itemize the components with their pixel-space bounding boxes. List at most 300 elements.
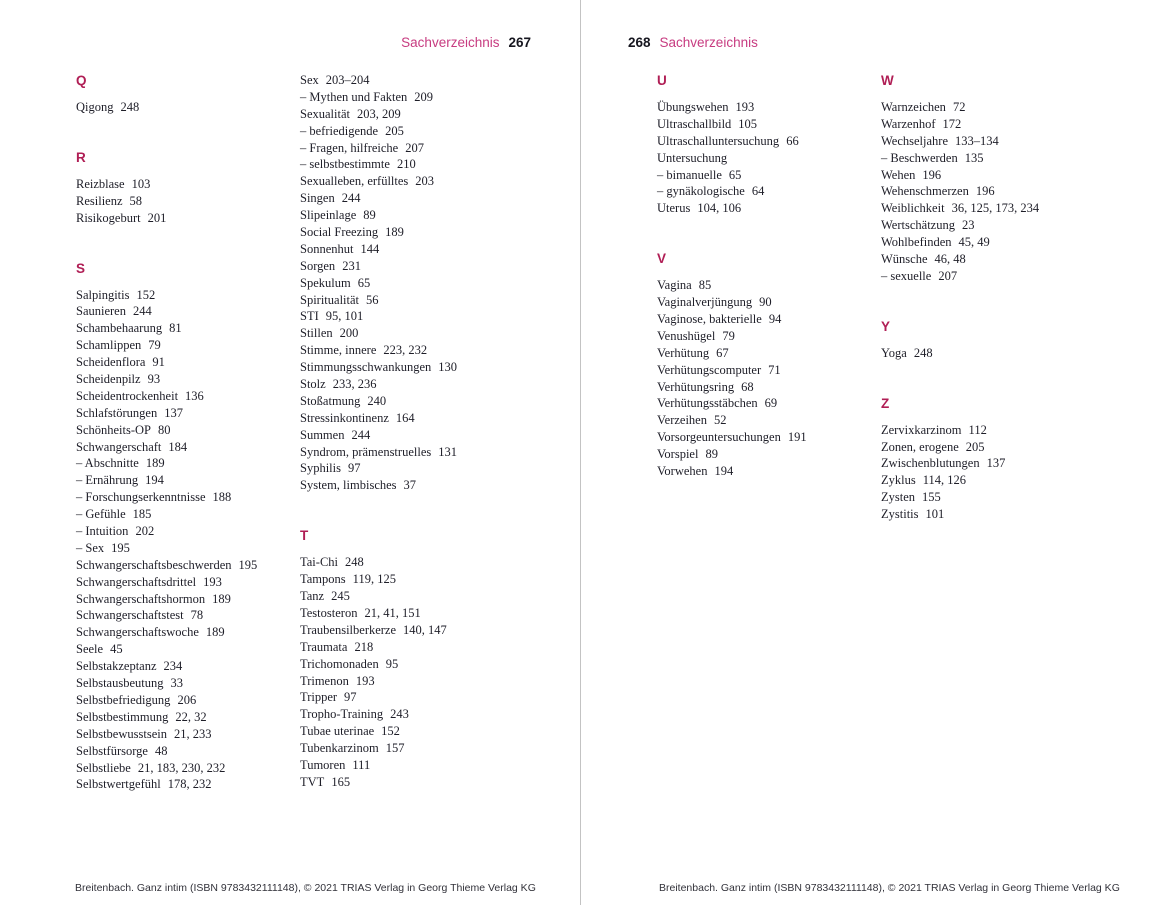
entry-page-numbers: 104, 106	[697, 201, 742, 216]
entry-page-numbers: 233, 236	[332, 377, 377, 392]
entry-page-numbers: 191	[787, 430, 807, 445]
section-letter: W	[881, 73, 894, 88]
entry-page-numbers: 45, 49	[958, 235, 990, 250]
index-entry	[300, 224, 545, 241]
page-footer: Breitenbach. Ganz intim (ISBN 9783432111148), © 2021 TRIAS Verlag in Georg Thieme Verlag KG	[659, 882, 1120, 894]
index-section	[657, 250, 879, 480]
index-entry	[76, 303, 298, 320]
entry-term: Tubae uterinae	[300, 724, 375, 739]
entry-term: Stoßatmung	[300, 393, 361, 408]
entry-term: Selbstakzeptanz	[76, 659, 157, 674]
entry-page-numbers: 243	[390, 707, 409, 722]
entry-page-numbers: 193	[735, 100, 755, 114]
entry-term: Schwangerschaftswoche	[76, 625, 199, 640]
entry-page-numbers: 91	[152, 355, 165, 370]
entry-term: Schönheits-OP	[76, 422, 151, 437]
index-entry	[76, 743, 298, 760]
entry-term: Resilienz	[76, 193, 123, 208]
entry-term: Zyklus	[881, 473, 916, 488]
entry-term: Sexualität	[300, 106, 350, 121]
entry-page-numbers: 207	[938, 268, 958, 283]
entry-page-numbers: 135	[964, 150, 984, 165]
entry-page-numbers: 130	[438, 360, 457, 375]
entry-page-numbers: 164	[395, 410, 415, 425]
entry-page-numbers: 22, 32	[175, 709, 207, 724]
section-letter: S	[76, 260, 86, 276]
entry-term: Vorsorgeuntersuchungen	[657, 430, 781, 445]
index-entry	[76, 641, 298, 658]
entry-term: Vagina	[657, 278, 692, 293]
entry-term: – Ernährung	[76, 473, 139, 488]
entry-term: Selbstbefriedigung	[76, 692, 171, 707]
index-section	[76, 260, 298, 794]
index-entry	[657, 362, 879, 379]
index-entry	[76, 388, 298, 405]
entry-term: Slipeinlage	[300, 208, 357, 223]
index-entry	[300, 622, 545, 639]
entry-page-numbers: 205	[385, 123, 404, 138]
entry-page-numbers: 203, 209	[357, 106, 401, 121]
entry-term: Wertschätzung	[881, 218, 955, 233]
entry-page-numbers: 112	[968, 422, 987, 437]
entry-page-numbers: 65	[357, 275, 371, 290]
index-entry	[881, 345, 1126, 362]
index-entry	[76, 176, 298, 193]
entry-page-numbers: 209	[414, 89, 434, 104]
entry-page-numbers: 140, 147	[403, 622, 447, 637]
entry-page-numbers: 95, 101	[325, 309, 364, 324]
index-entry	[76, 337, 298, 354]
page-header-number: 267	[508, 35, 531, 50]
index-entry	[76, 709, 298, 726]
entry-page-numbers: 193	[203, 574, 222, 589]
index-entry	[300, 689, 545, 706]
entry-page-numbers: 200	[339, 326, 359, 341]
section-letter: Y	[881, 318, 891, 334]
index-page-268	[580, 0, 1157, 905]
entry-term: Schwangerschaft	[76, 439, 162, 454]
index-entry	[300, 72, 545, 89]
entry-term: Syphilis	[300, 461, 341, 476]
entry-page-numbers: 85	[698, 278, 712, 293]
index-entry	[76, 557, 298, 574]
index-entry	[881, 439, 1126, 456]
entry-page-numbers: 194	[714, 464, 734, 479]
entry-term: – Intuition	[76, 524, 129, 539]
index-entry	[300, 444, 545, 461]
entry-term: Wohlbefinden	[881, 235, 952, 250]
entry-page-numbers: 193	[355, 673, 375, 688]
entry-term: Salpingitis	[76, 287, 130, 302]
entry-term: – befriedigende	[300, 123, 379, 138]
index-entry	[300, 140, 545, 157]
entry-term: Stressinkontinenz	[300, 410, 389, 425]
index-entry	[300, 258, 545, 275]
index-entry	[76, 658, 298, 675]
entry-term: Schamlippen	[76, 338, 142, 353]
entry-page-numbers: 89	[363, 208, 376, 223]
entry-page-numbers: 33	[170, 676, 183, 691]
index-entry	[881, 268, 1126, 285]
entry-term: Qigong	[76, 100, 114, 114]
entry-term: Schwangerschaftsbeschwerden	[76, 557, 232, 572]
entry-term: Stolz	[300, 377, 326, 392]
entry-term: Zwischenblutungen	[881, 456, 980, 471]
entry-page-numbers: 137	[986, 456, 1006, 471]
entry-page-numbers: 203–204	[325, 73, 370, 87]
entry-page-numbers: 234	[163, 659, 183, 674]
page-header-title: Sachverzeichnis	[659, 35, 758, 50]
entry-page-numbers: 152	[381, 724, 400, 739]
index-entry	[76, 506, 298, 523]
index-entry	[76, 422, 298, 439]
index-entry	[881, 116, 1126, 133]
entry-page-numbers: 189	[385, 225, 404, 240]
index-entry	[300, 342, 545, 359]
entry-term: Schwangerschaftshormon	[76, 591, 206, 606]
page-header	[628, 35, 758, 50]
index-entry	[300, 393, 545, 410]
entry-term: Wechseljahre	[881, 133, 949, 148]
index-entry	[76, 193, 298, 210]
entry-term: Weiblichkeit	[881, 201, 945, 216]
entry-term: Saunieren	[76, 304, 126, 319]
index-entry	[300, 706, 545, 723]
index-entry	[76, 540, 298, 557]
entry-page-numbers: 103	[131, 176, 151, 191]
index-entry	[881, 167, 1126, 184]
index-entry	[300, 605, 545, 622]
index-entry	[76, 371, 298, 388]
index-entry	[300, 673, 545, 690]
index-entry	[76, 624, 298, 641]
index-entry	[657, 150, 879, 167]
entry-page-numbers: 223, 232	[383, 343, 428, 358]
index-entry	[76, 439, 298, 456]
entry-page-numbers: 196	[975, 184, 995, 199]
entry-page-numbers: 244	[351, 427, 371, 442]
gutter-divider	[580, 0, 581, 905]
entry-term: Traumata	[300, 639, 348, 654]
index-entry	[76, 455, 298, 472]
index-entry	[300, 106, 545, 123]
entry-term: Summen	[300, 427, 345, 442]
index-entry	[300, 723, 545, 740]
index-entry	[657, 133, 879, 150]
entry-page-numbers: 157	[385, 741, 405, 756]
index-entry	[300, 241, 545, 258]
entry-page-numbers: 172	[942, 116, 962, 131]
section-letter: R	[76, 149, 86, 165]
entry-term: Ultraschallbild	[657, 116, 732, 131]
entry-page-numbers: 89	[705, 447, 718, 462]
entry-term: Schambehaarung	[76, 321, 163, 336]
index-entry	[76, 675, 298, 692]
index-column	[76, 72, 298, 793]
entry-page-numbers: 194	[145, 473, 164, 488]
index-entry	[657, 277, 879, 294]
entry-page-numbers: 46, 48	[934, 252, 966, 267]
index-entry	[76, 591, 298, 608]
entry-term: Selbstwertgefühl	[76, 777, 161, 792]
entry-term: Vorspiel	[657, 447, 699, 462]
index-entry	[76, 523, 298, 540]
index-entry	[76, 99, 298, 116]
entry-page-numbers: 105	[738, 116, 758, 131]
entry-page-numbers: 210	[396, 157, 416, 172]
entry-page-numbers: 58	[129, 193, 143, 208]
index-entry	[881, 251, 1126, 268]
entry-page-numbers: 133–134	[955, 133, 999, 148]
index-entry	[300, 588, 545, 605]
entry-page-numbers: 195	[238, 557, 258, 572]
index-entry	[881, 472, 1126, 489]
index-entry	[76, 472, 298, 489]
entry-page-numbers: 48	[155, 743, 168, 758]
entry-term: Sex	[300, 73, 319, 87]
index-entry	[300, 173, 545, 190]
section-letter: T	[300, 528, 309, 544]
entry-page-numbers: 178, 232	[167, 777, 212, 792]
entry-term: – bimanuelle	[657, 167, 722, 182]
index-entry	[657, 345, 879, 362]
section-letter: V	[657, 251, 667, 267]
index-entry	[881, 234, 1126, 251]
entry-term: Selbstbewusstsein	[76, 726, 167, 741]
entry-page-numbers: 97	[344, 690, 357, 705]
entry-page-numbers: 184	[168, 439, 188, 454]
entry-term: Schlafstörungen	[76, 405, 158, 420]
entry-term: Spekulum	[300, 275, 351, 290]
entry-page-numbers: 155	[922, 490, 941, 505]
entry-page-numbers: 188	[212, 490, 232, 505]
entry-page-numbers: 248	[345, 555, 364, 570]
entry-page-numbers: 152	[136, 287, 156, 302]
index-entry	[657, 429, 879, 446]
entry-term: – gynäkologische	[657, 184, 745, 199]
entry-term: – Fragen, hilfreiche	[300, 140, 399, 155]
entry-page-numbers: 101	[925, 507, 945, 522]
entry-term: Stillen	[300, 326, 333, 341]
entry-term: Vorwehen	[657, 464, 708, 479]
entry-term: Reizblase	[76, 176, 125, 191]
entry-page-numbers: 90	[759, 295, 772, 310]
entry-term: Sonnenhut	[300, 241, 354, 256]
entry-term: Vaginalverjüngung	[657, 295, 753, 310]
entry-term: Verhütungsring	[657, 379, 735, 394]
entry-page-numbers: 93	[147, 372, 161, 387]
entry-page-numbers: 244	[341, 191, 361, 206]
entry-term: Untersuchung	[657, 150, 728, 165]
index-entry	[300, 292, 545, 309]
entry-term: System, limbisches	[300, 478, 397, 493]
index-entry	[300, 571, 545, 588]
entry-page-numbers: 21, 41, 151	[364, 605, 421, 620]
entry-term: Trimenon	[300, 673, 349, 688]
section-letter: U	[657, 73, 667, 88]
index-entry	[300, 477, 545, 494]
entry-page-numbers: 79	[722, 328, 735, 343]
entry-page-numbers: 119, 125	[352, 572, 396, 587]
entry-page-numbers: 81	[169, 321, 182, 336]
index-entry	[881, 150, 1126, 167]
index-entry	[76, 287, 298, 304]
entry-term: Social Freezing	[300, 225, 379, 240]
entry-page-numbers: 21, 233	[173, 726, 212, 741]
entry-term: Zystitis	[881, 507, 919, 522]
entry-page-numbers: 185	[132, 507, 152, 522]
entry-term: – Sex	[76, 540, 105, 555]
entry-term: Verzeihen	[657, 413, 707, 428]
index-entry	[300, 774, 545, 791]
entry-page-numbers: 37	[403, 478, 417, 493]
entry-term: Sorgen	[300, 258, 336, 273]
index-entry	[300, 757, 545, 774]
entry-term: – Abschnitte	[76, 456, 139, 471]
entry-term: Wünsche	[881, 252, 928, 267]
entry-term: Zysten	[881, 490, 916, 505]
entry-term: Verhütungscomputer	[657, 362, 762, 377]
index-entry	[76, 760, 298, 777]
index-entry	[881, 506, 1126, 523]
index-section	[300, 527, 545, 790]
index-column	[881, 72, 1126, 523]
entry-page-numbers: 66	[786, 133, 799, 148]
index-entry	[76, 692, 298, 709]
index-entry	[300, 156, 545, 173]
index-section	[300, 72, 545, 494]
entry-term: Stimme, innere	[300, 343, 377, 358]
index-entry	[300, 275, 545, 292]
index-entry	[76, 607, 298, 624]
index-entry	[300, 460, 545, 477]
entry-term: – Beschwerden	[881, 150, 958, 165]
entry-term: Übungswehen	[657, 100, 729, 114]
index-entry	[881, 489, 1126, 506]
entry-term: – selbstbestimmte	[300, 157, 390, 172]
entry-term: Tropho-Training	[300, 707, 384, 722]
entry-term: Venushügel	[657, 328, 716, 343]
index-entry	[881, 422, 1126, 439]
entry-term: Tanz	[300, 589, 325, 604]
entry-page-numbers: 79	[148, 338, 161, 353]
entry-term: Tumoren	[300, 757, 346, 772]
entry-term: Selbstausbeutung	[76, 676, 164, 691]
entry-page-numbers: 206	[177, 692, 197, 707]
entry-page-numbers: 23	[961, 218, 975, 233]
entry-term: Warzenhof	[881, 116, 936, 131]
entry-page-numbers: 72	[952, 100, 966, 114]
entry-page-numbers: 218	[354, 639, 374, 654]
entry-page-numbers: 189	[212, 591, 231, 606]
entry-page-numbers: 64	[751, 184, 765, 199]
entry-term: Verhütung	[657, 345, 710, 360]
index-entry	[300, 639, 545, 656]
index-entry	[657, 395, 879, 412]
page-header-title: Sachverzeichnis	[401, 35, 500, 50]
entry-term: – Forschungserkenntnisse	[76, 490, 206, 505]
index-entry	[657, 446, 879, 463]
entry-term: Selbstbestimmung	[76, 709, 169, 724]
index-entry	[881, 183, 1126, 200]
entry-term: Scheidenflora	[76, 355, 146, 370]
entry-term: Singen	[300, 191, 335, 206]
entry-page-numbers: 65	[728, 167, 742, 182]
index-entry	[300, 89, 545, 106]
entry-page-numbers: 68	[741, 379, 754, 394]
entry-term: Trichomonaden	[300, 656, 379, 671]
index-entry	[76, 574, 298, 591]
entry-page-numbers: 69	[764, 396, 778, 411]
section-letter: Q	[76, 73, 87, 88]
index-entry	[76, 489, 298, 506]
entry-page-numbers: 189	[145, 456, 165, 471]
entry-term: – Mythen und Fakten	[300, 89, 408, 104]
index-entry	[881, 455, 1126, 472]
entry-term: Warnzeichen	[881, 100, 946, 114]
entry-page-numbers: 165	[331, 774, 351, 789]
entry-term: Schwangerschaftstest	[76, 608, 184, 623]
index-entry	[76, 320, 298, 337]
entry-page-numbers: 80	[158, 422, 171, 437]
entry-term: Risikogeburt	[76, 210, 141, 225]
index-entry	[300, 190, 545, 207]
entry-page-numbers: 94	[768, 312, 782, 327]
entry-page-numbers: 97	[348, 461, 361, 476]
index-entry	[76, 354, 298, 371]
entry-term: Spiritualität	[300, 292, 360, 307]
index-entry	[300, 740, 545, 757]
entry-page-numbers: 202	[135, 524, 155, 539]
entry-term: Traubensilberkerze	[300, 622, 397, 637]
entry-term: Schwangerschaftsdrittel	[76, 574, 197, 589]
index-entry	[300, 427, 545, 444]
index-section	[881, 72, 1126, 285]
entry-term: Zervixkarzinom	[881, 422, 962, 437]
index-entry	[657, 99, 879, 116]
index-entry	[657, 116, 879, 133]
entry-page-numbers: 248	[913, 345, 933, 360]
entry-page-numbers: 56	[366, 292, 379, 307]
index-entry	[76, 405, 298, 422]
index-entry	[300, 376, 545, 393]
index-section	[76, 72, 298, 116]
entry-page-numbers: 201	[147, 210, 167, 225]
entry-page-numbers: 245	[331, 589, 350, 604]
entry-term: – Gefühle	[76, 507, 126, 522]
entry-page-numbers: 71	[768, 362, 781, 377]
entry-page-numbers: 205	[965, 439, 985, 454]
index-entry	[657, 183, 879, 200]
index-section	[881, 395, 1126, 523]
index-entry	[300, 410, 545, 427]
index-entry	[657, 200, 879, 217]
index-entry	[300, 325, 545, 342]
index-section	[881, 318, 1126, 362]
index-entry	[300, 123, 545, 140]
index-entry	[300, 308, 545, 325]
entry-page-numbers: 111	[352, 757, 371, 772]
entry-term: Tampons	[300, 572, 346, 587]
entry-term: STI	[300, 309, 319, 324]
entry-term: Stimmungsschwankungen	[300, 360, 432, 375]
index-column	[300, 72, 545, 791]
index-entry	[657, 412, 879, 429]
index-entry	[76, 776, 298, 793]
index-entry	[657, 379, 879, 396]
page-header	[76, 35, 531, 50]
entry-page-numbers: 196	[922, 167, 942, 182]
